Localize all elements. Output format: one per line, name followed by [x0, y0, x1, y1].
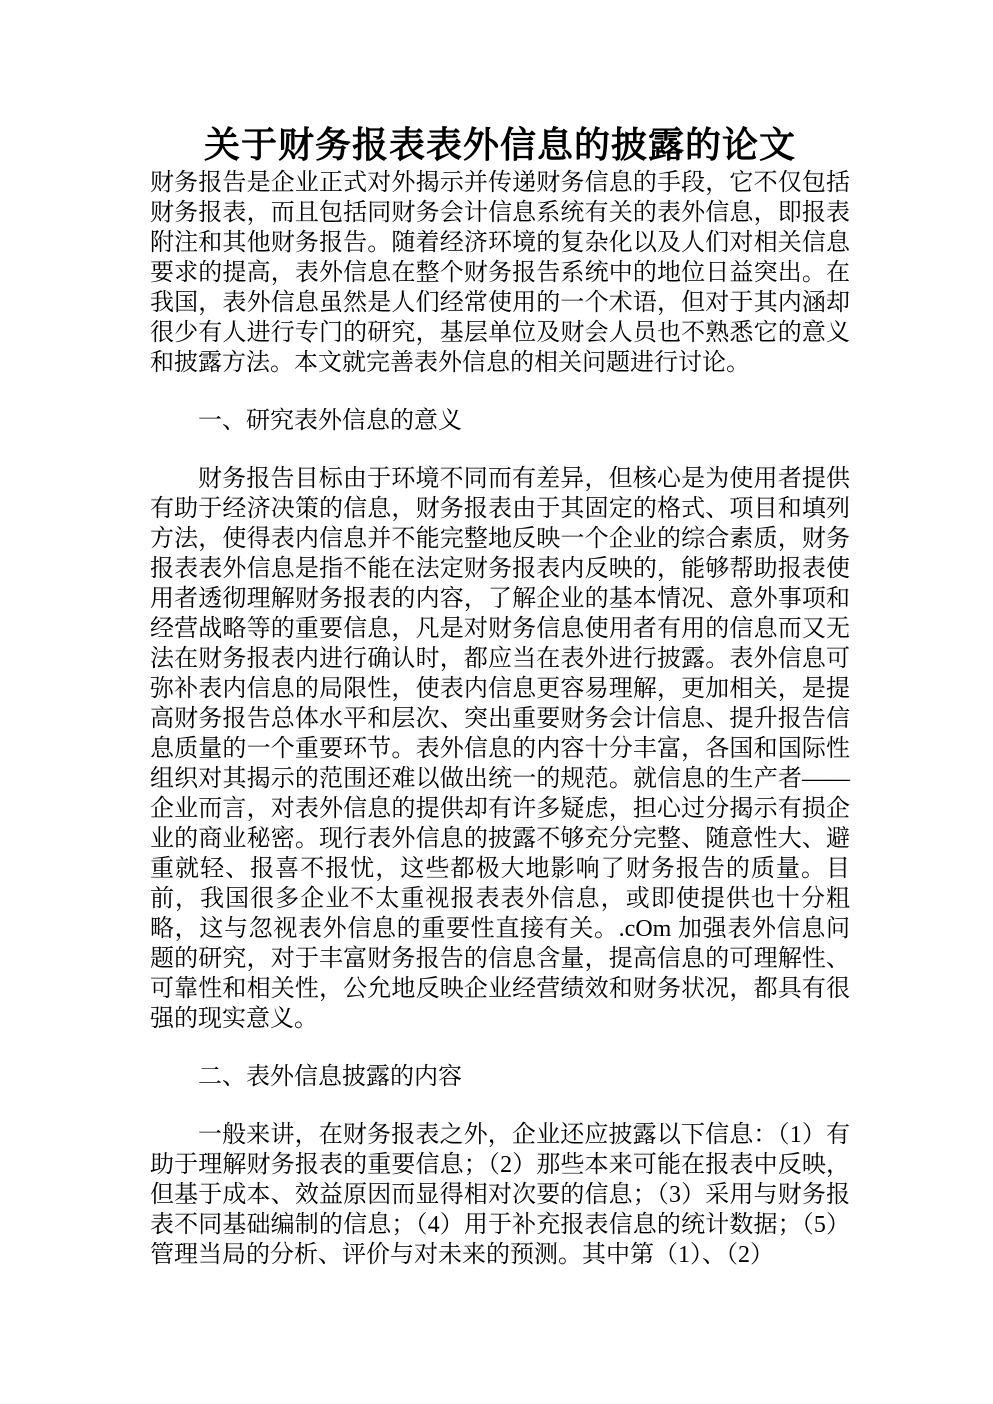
- paragraph-intro: 财务报告是企业正式对外揭示并传递财务信息的手段，它不仅包括财务报表，而且包括同财务会计信息系统有关的表外信息，即报表附注和其他财务报告。随着经济环境的复杂化以及人们对相关信息要求的提高，表外信息在整个财务报告系统中的地位日益突出。在我国，表外信息虽然是人们经常使用的一个术语，但对于其内涵却很少有人进行专门的研究，基层单位及财会人员也不熟悉它的意义和披露方法。本文就完善表外信息的相关问题进行讨论。: [150, 170, 850, 376]
- paragraph-section-1: 财务报告目标由于环境不同而有差异，但核心是为使用者提供有助于经济决策的信息，财务报表由于其固定的格式、项目和填列方法，使得表内信息并不能完整地反映一个企业的综合素质，财务报表表外信息是指不能在法定财务报表内反映的，能够帮助报表使用者透彻理解财务报表的内容，了解企业的基本情况、意外事项和经营战略等的重要信息，凡是对财务信息使用者有用的信息而又无法在财务报表内进行确认时，都应当在表外进行披露。表外信息可弥补表内信息的局限性，使表内信息更容易理解，更加相关，是提高财务报告总体水平和层次、突出重要财务会计信息、提升报告信息质量的一个重要环节。表外信息的内容十分丰富，各国和国际性组织对其揭示的范围还难以做出统一的规范。就信息的生产者——企业而言，对表外信息的提供却有许多疑虑，担心过分揭示有损企业的商业秘密。现行表外信息的披露不够充分完整、随意性大、避重就轻、报喜不报忧，这些都极大地影响了财务报告的质量。目前，我国很多企业不太重视报表表外信息，或即使提供也十分粗略，这与忽视表外信息的重要性直接有关。.cOm 加强表外信息问题的研究，对于丰富财务报告的信息含量，提高信息的可理解性、可靠性和相关性，公允地反映企业经营绩效和财务状况，都具有很强的现实意义。: [150, 466, 850, 1032]
- document-title: 关于财务报表表外信息的披露的论文: [203, 125, 796, 165]
- section-heading-2: 二、表外信息披露的内容: [198, 1064, 462, 1090]
- section-heading-1: 一、研究表外信息的意义: [198, 408, 462, 434]
- paragraph-section-2: 一般来讲，在财务报表之外，企业还应披露以下信息：（1）有助于理解财务报表的重要信息；（2）那些本来可能在报表中反映，但基于成本、效益原因而显得相对次要的信息；（3）采用与财务报表不同基础编制的信息；（4）用于补充报表信息的统计数据；（5）管理当局的分析、评价与对未来的预测。其中第（1）、（2）: [150, 1122, 850, 1268]
